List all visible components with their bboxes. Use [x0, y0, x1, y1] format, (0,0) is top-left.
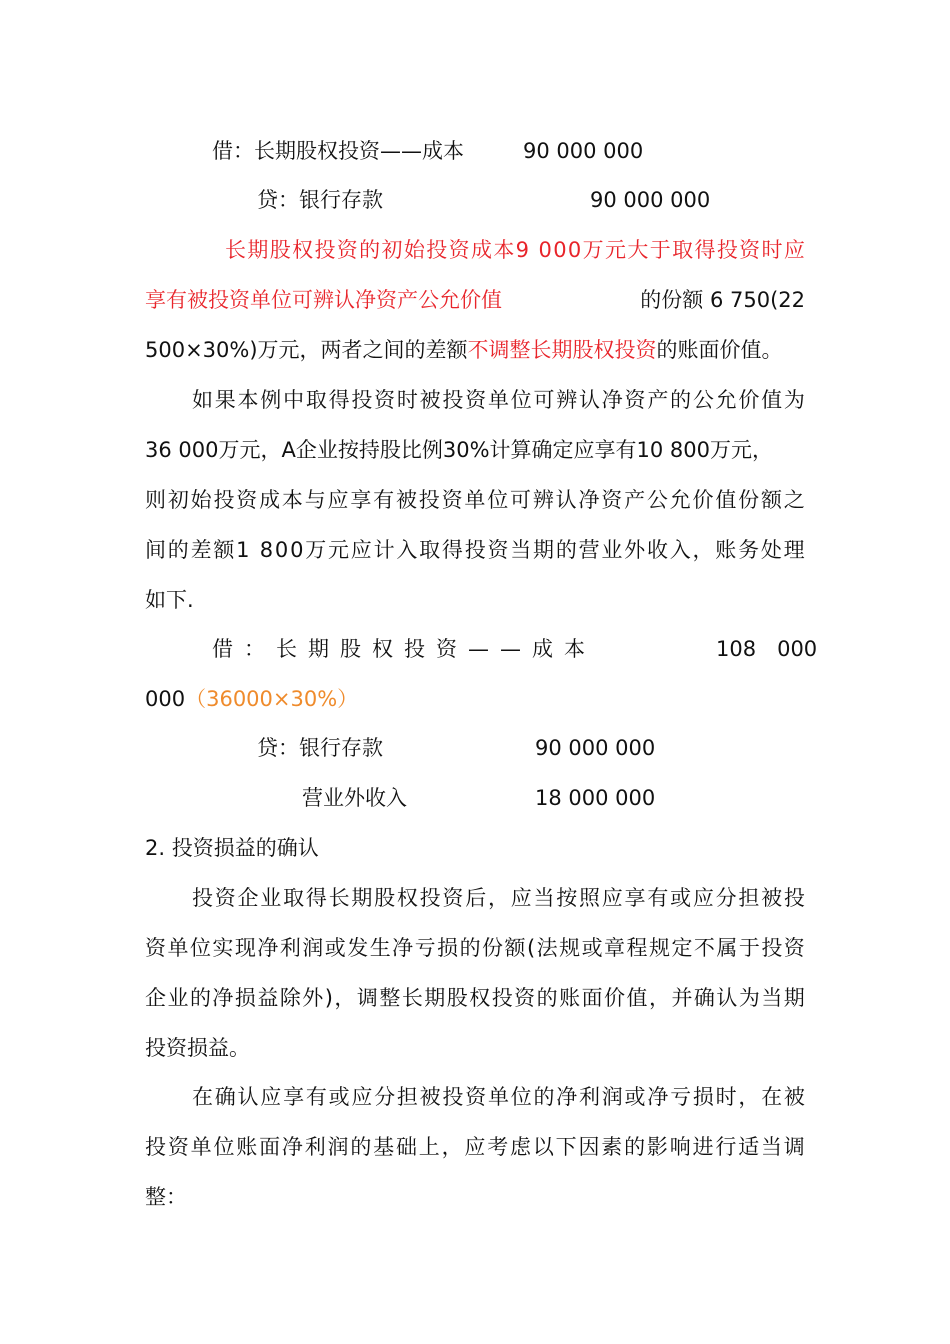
para2-line5: 如下.	[145, 588, 194, 612]
para3-line3: 企 业 的 净 损 益 除 外 ) ， 调 整 长 期 股 权 投 资 的 账 面 价 值 ， 并 确 认 为 当 期	[145, 986, 805, 1010]
para2-line2: 36 000万元，A企业按持股比例30%计算确定应享有10 800万元，	[145, 438, 773, 462]
para1-line3-highlight: 不调整长期股权投资	[467, 338, 657, 362]
para1-line3-text: 500×30%)万元，两者之间的差额	[145, 338, 468, 362]
entry2-debit-amount-part2: 000	[145, 687, 186, 711]
para1-line3-end: 的账面价值。	[656, 338, 783, 362]
entry2-credit-label: 贷：银行存款	[257, 736, 383, 760]
entry2-debit-amount-line2	[145, 684, 358, 714]
section-heading: 2. 投资损益的确认	[145, 836, 319, 860]
entry2-debit-note: （36000×30%）	[185, 687, 359, 711]
para1-line3	[145, 335, 783, 365]
entry2-credit2-label: 营业外收入	[302, 786, 407, 810]
entry1-credit-amount: 90 000 000	[590, 188, 711, 212]
para2-line3: 则 初 始 投 资 成 本 与 应 享 有 被 投 资 单 位 可 辨 认 净 资 产 公 允 价 值 份 额 之	[145, 488, 805, 512]
para1-line2	[145, 285, 805, 315]
para3-line2: 资 单 位 实 现 净 利 润 或 发 生 净 亏 损 的 份 额 ( 法 规 或 章 程 规 定 不 属 于 投 资	[145, 936, 805, 960]
entry2-debit-label: 借：长期股权投资——成本	[212, 637, 596, 661]
para1-line1: 长 期 股 权 投 资 的 初 始 投 资 成 本 9 0 0 0 万 元 大 于 取 得 投 资 时 应	[225, 238, 805, 262]
para2-line1: 如 果 本 例 中 取 得 投 资 时 被 投 资 单 位 可 辨 认 净 资 产 的 公 允 价 值 为	[192, 388, 805, 412]
entry1-debit-amount: 90 000 000	[523, 139, 644, 163]
entry2-debit-amount-part1: 108 000	[716, 637, 818, 661]
para1-line2-highlight: 享有被投资单位可辨认净资产公允价值	[145, 288, 502, 312]
para4-line3: 整：	[145, 1185, 187, 1209]
para1-line2-text: 的份额 6 750(22	[640, 288, 805, 312]
para4-line1: 在 确 认 应 享 有 或 应 分 担 被 投 资 单 位 的 净 利 润 或 净 亏 损 时 ， 在 被	[192, 1085, 805, 1109]
entry2-credit2-amount: 18 000 000	[535, 786, 656, 810]
para4-line2: 投 资 单 位 账 面 净 利 润 的 基 础 上 ， 应 考 虑 以 下 因 素 的 影 响 进 行 适 当 调	[145, 1135, 805, 1159]
entry1-credit-label: 贷：银行存款	[257, 188, 383, 212]
entry2-credit-amount: 90 000 000	[535, 736, 656, 760]
entry1-debit-label: 借：长期股权投资——成本	[212, 139, 464, 163]
para2-line4: 间 的 差 额 1 8 0 0 万 元 应 计 入 取 得 投 资 当 期 的 营 业 外 收 入 ， 账 务 处 理	[145, 538, 805, 562]
para3-line1: 投 资 企 业 取 得 长 期 股 权 投 资 后 ， 应 当 按 照 应 享 有 或 应 分 担 被 投	[192, 886, 805, 910]
para3-line4: 投资损益。	[145, 1036, 250, 1060]
